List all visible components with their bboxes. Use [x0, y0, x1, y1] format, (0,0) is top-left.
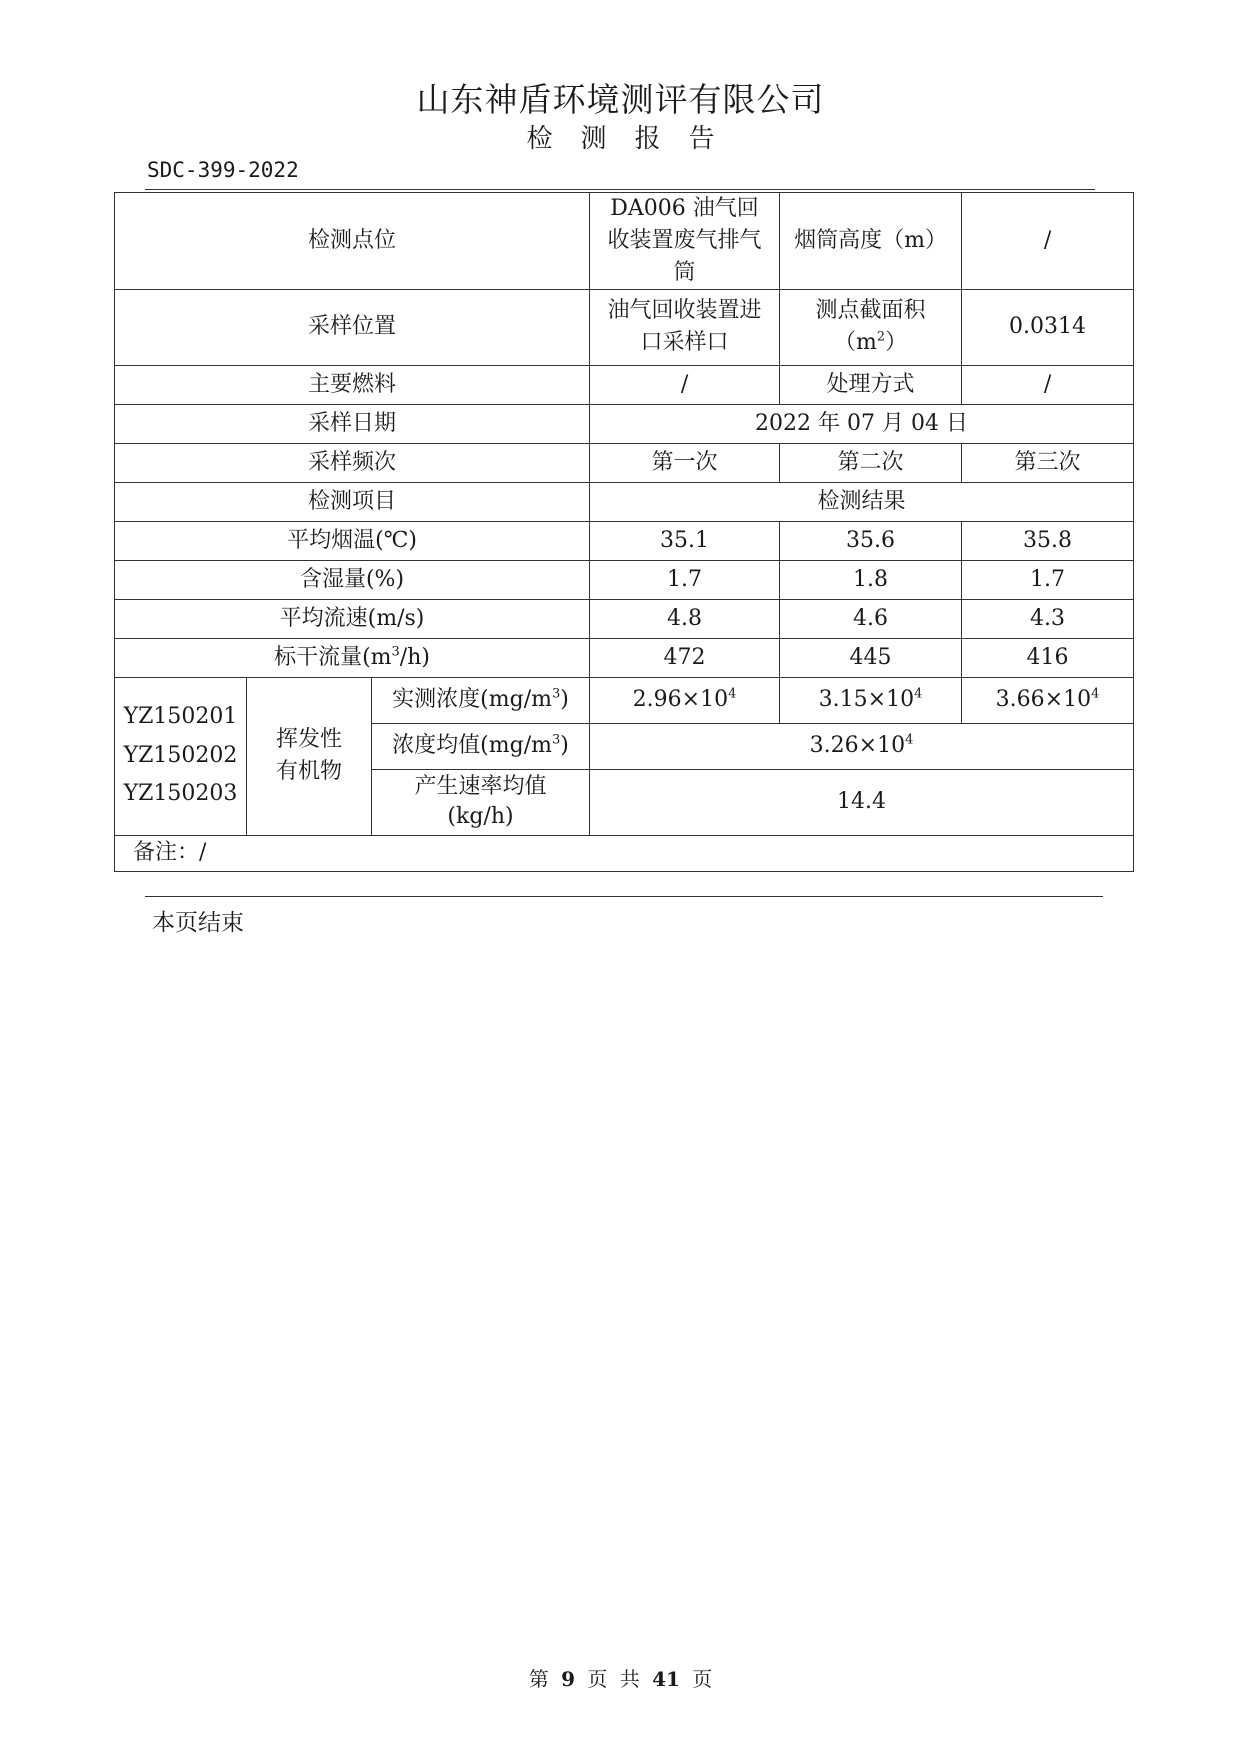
- table-row: [115, 835, 1134, 871]
- end-divider: [145, 896, 1103, 897]
- table-row: [115, 521, 1134, 560]
- row-value: 4.8: [590, 599, 780, 638]
- row-label: 平均烟温(℃): [115, 521, 590, 560]
- fuel-label: 主要燃料: [115, 365, 590, 404]
- date-value: 2022 年 07 月 04 日: [590, 404, 1134, 443]
- area-value: 0.0314: [962, 289, 1134, 365]
- date-label: 采样日期: [115, 404, 590, 443]
- row-label: 含湿量(%): [115, 560, 590, 599]
- row-value: 472: [590, 638, 780, 677]
- footer-text: 第: [528, 1667, 549, 1691]
- row-value: 35.1: [590, 521, 780, 560]
- table-row: [115, 443, 1134, 482]
- table-row: [115, 560, 1134, 599]
- page-number: 9: [561, 1667, 575, 1691]
- freq-1: 第一次: [590, 443, 780, 482]
- row-value: 35.6: [780, 521, 962, 560]
- row-value: 4.6: [780, 599, 962, 638]
- header-divider: [145, 189, 1095, 190]
- table-row: [115, 638, 1134, 677]
- document-type: 检测报告: [526, 124, 743, 154]
- table-row: [115, 677, 1134, 723]
- page-end-text: 本页结束: [152, 910, 244, 936]
- row-value: 1.7: [590, 560, 780, 599]
- table-row: [115, 404, 1134, 443]
- table-row: [115, 289, 1134, 365]
- area-label: 测点截面积$(m^2)$: [780, 289, 962, 365]
- row-value: 445: [780, 638, 962, 677]
- freq-label: 采样频次: [115, 443, 590, 482]
- measured-label: 实测浓度$(mg/m^3)$: [372, 677, 590, 723]
- row-value: 1.7: [962, 560, 1134, 599]
- voc-code: YZ150203: [123, 781, 238, 807]
- report-table: [114, 192, 1134, 872]
- table-row: [115, 365, 1134, 404]
- page-footer: [0, 1663, 1241, 1692]
- document-number: SDC-399-2022: [147, 158, 299, 182]
- measured-value: $3.15\times 10^4$: [780, 677, 962, 723]
- treatment-label: 处理方式: [780, 365, 962, 404]
- stack-height-value: /: [962, 193, 1134, 290]
- stack-height-label: 烟筒高度（m）: [780, 193, 962, 290]
- row-value: 416: [962, 638, 1134, 677]
- avg-label: 浓度均值$(mg/m^3)$: [372, 723, 590, 769]
- table-row: [115, 482, 1134, 521]
- row-value: 4.3: [962, 599, 1134, 638]
- freq-2: 第二次: [780, 443, 962, 482]
- voc-code: YZ150201: [123, 704, 238, 730]
- rate-label-line: (kg/h): [447, 804, 514, 830]
- treatment-value: /: [962, 365, 1134, 404]
- footer-text: 页: [692, 1667, 713, 1691]
- total-pages: 41: [652, 1667, 680, 1691]
- voc-code: YZ150202: [123, 742, 238, 768]
- rate-label: [372, 769, 590, 835]
- point-value: DA006 油气回收装置废气排气筒: [590, 193, 780, 290]
- row-value: 1.8: [780, 560, 962, 599]
- measured-value: $3.66\times 10^4$: [962, 677, 1134, 723]
- item-label: 检测项目: [115, 482, 590, 521]
- rate-label-line: 产生速率均值: [414, 774, 547, 800]
- point-label: 检测点位: [115, 193, 590, 290]
- fuel-value: /: [590, 365, 780, 404]
- avg-value: $3.26\times 10^4$: [590, 723, 1134, 769]
- measured-value: $2.96\times 10^4$: [590, 677, 780, 723]
- voc-codes: [115, 677, 247, 835]
- row-label: 平均流速(m/s): [115, 599, 590, 638]
- voc-name: 挥发性有机物: [247, 677, 372, 835]
- row-label: 标干流量$(m^3/h)$: [115, 638, 590, 677]
- company-name: 山东神盾环境测评有限公司: [416, 80, 825, 119]
- row-value: 35.8: [962, 521, 1134, 560]
- position-label: 采样位置: [115, 289, 590, 365]
- table-row: [115, 193, 1134, 290]
- result-label: 检测结果: [590, 482, 1134, 521]
- freq-3: 第三次: [962, 443, 1134, 482]
- rate-value: 14.4: [590, 769, 1134, 835]
- remark: 备注：/: [115, 835, 1134, 871]
- position-value: 油气回收装置进口采样口: [590, 289, 780, 365]
- footer-text: 页 共: [587, 1667, 640, 1691]
- table-row: [115, 599, 1134, 638]
